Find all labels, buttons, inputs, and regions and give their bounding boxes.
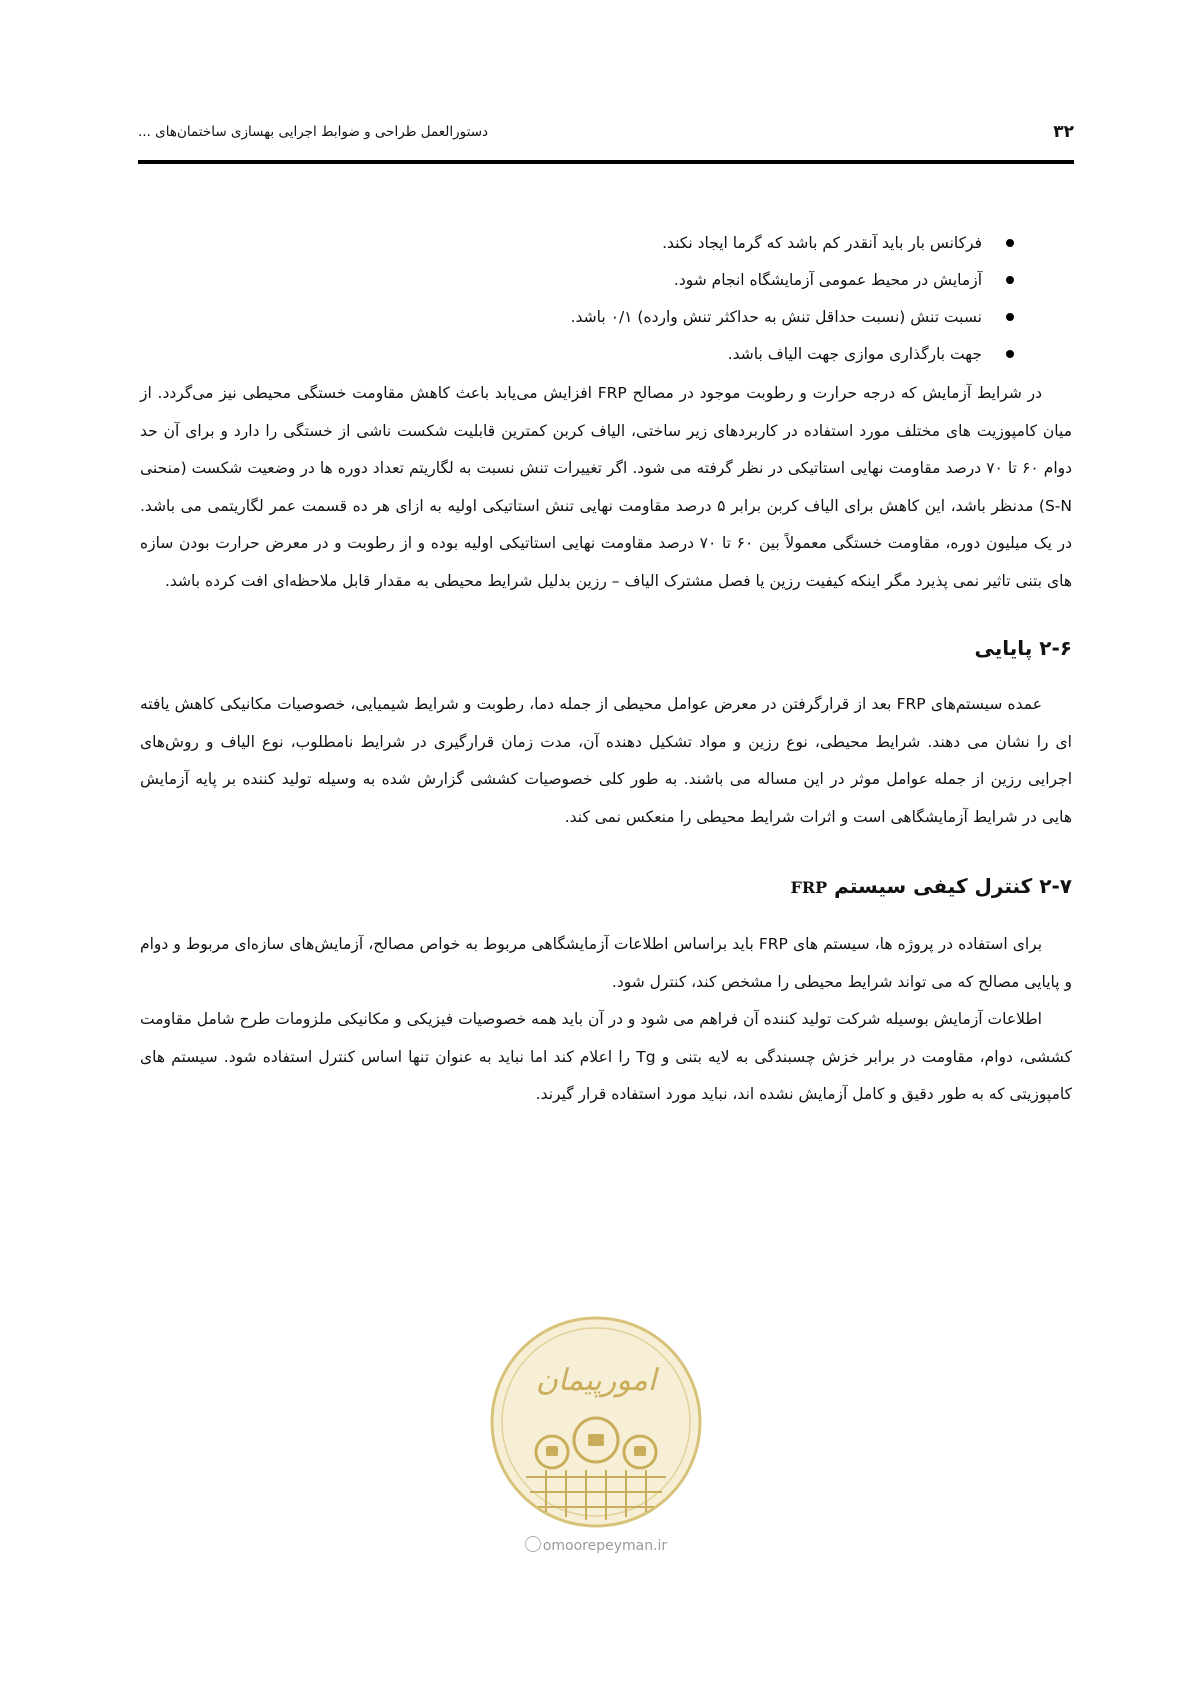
- page-number: ۳۲: [1053, 122, 1074, 142]
- section-title: کنترل کیفی سیستم: [834, 874, 1033, 898]
- logo-emblem-icon: [486, 1312, 706, 1532]
- bullet-icon: [1006, 313, 1014, 321]
- header-rule: [138, 160, 1074, 164]
- section-title-latin: FRP: [790, 878, 828, 897]
- section-heading-quality-control: [140, 866, 1072, 908]
- watermark-logo: [486, 1312, 706, 1532]
- watermark-caption: omoorepeyman.ir: [486, 1536, 706, 1554]
- at-icon: [525, 1536, 541, 1552]
- section-heading-durability: [140, 628, 1072, 668]
- page-content: [140, 225, 1072, 1114]
- bullet-icon: [1006, 350, 1014, 358]
- bullet-list: [140, 225, 1072, 373]
- logo-text: امورپیمان: [535, 1363, 657, 1398]
- list-item: جهت بارگذاری موازی جهت الیاف باشد.: [140, 336, 1072, 373]
- bullet-icon: [1006, 239, 1014, 247]
- section-number: ۲-۶: [1039, 636, 1072, 660]
- list-item: آزمایش در محیط عمومی آزمایشگاه انجام شود.: [140, 262, 1072, 299]
- section-number: ۲-۷: [1039, 874, 1072, 898]
- section-title: پایایی: [974, 636, 1033, 660]
- paragraph-fatigue: در شرایط آزمایش که درجه حرارت و رطوبت موجود در مصالح FRP افزایش می‌یابد باعث کاهش مقاومت خستگی محیطی نیز می‌گردد. از میان کامپوزیت های مختلف مورد استفاده در کاربردهای زیر ساختی، الیاف کربن کمترین قابلیت شکست ناشی از خستگی را دارد و برای آن حد دوام ۶۰ تا ۷۰ درصد مقاومت نهایی استاتیکی در نظر گرفته می شود. اگر تغییرات تنش نسبت به لگاریتم تعداد دوره ها در وضعیت شکست (منحنی S-N) مدنظر باشد، این کاهش برای الیاف کربن برابر ۵ درصد مقاومت نهایی تنش استاتیکی اولیه به ازای هر ده قسمت عمر لگاریتمی می باشد. در یک میلیون دوره، مقاومت خستگی معمولاً بین ۶۰ تا ۷۰ درصد مقاومت نهایی استاتیکی اولیه بوده و از رطوبت و در معرض حرارت بودن سازه های بتنی تاثیر نمی پذیرد مگر اینکه کیفیت رزین یا فصل مشترک الیاف – رزین بدلیل شرایط محیطی به مقدار قابل ملاحظه‌ای افت کرده باشد.: [140, 384, 1073, 590]
- page-header: [138, 122, 1074, 150]
- running-title: دستورالعمل طراحی و ضوابط اجرایی بهسازی ساختمان‌های ...: [138, 124, 489, 140]
- bullet-icon: [1006, 276, 1014, 284]
- list-item: فرکانس بار باید آنقدر کم باشد که گرما ایجاد نکند.: [140, 225, 1072, 262]
- list-item: نسبت تنش (نسبت حداقل تنش به حداکثر تنش وارده) ۰/۱ باشد.: [140, 299, 1072, 336]
- paragraph-qc-intro: برای استفاده در پروژه ها، سیستم های FRP باید براساس اطلاعات آزمایشگاهی مربوط به خواص مصالح، آزمایش‌های سازه‌ای مربوط و دوام و پایایی مصالح که می تواند شرایط محیطی را مشخص کند، کنترل شود.: [140, 935, 1072, 991]
- paragraph-qc-tests: اطلاعات آزمایش بوسیله شرکت تولید کننده آن فراهم می شود و در آن باید همه خصوصیات فیزیکی و مکانیکی ملزومات طرح شامل مقاومت کششی، دوام، مقاومت در برابر خزش چسبندگی به لایه بتنی و Tg را اعلام کند اما نباید به عنوان تنها اساس کنترل استفاده شود. سیستم های کامپوزیتی که به طور دقیق و کامل آزمایش نشده اند، نباید مورد استفاده قرار گیرند.: [140, 1010, 1072, 1103]
- paragraph-durability: عمده سیستم‌های FRP بعد از قرارگرفتن در معرض عوامل محیطی از جمله دما، رطوبت و شرایط شیمیایی، خصوصیات مکانیکی کاهش یافته ای را نشان می دهند. شرایط محیطی، نوع رزین و مواد تشکیل دهنده آن، مدت زمان قرارگیری در شرایط نامطلوب، نوع الیاف و روش‌های اجرایی رزین از جمله عوامل موثر در این مساله می باشند. به طور کلی خصوصیات کششی گزارش شده به وسیله تولید کننده بر پایه آزمایش هایی در شرایط آزمایشگاهی است و اثرات شرایط محیطی را منعکس نمی کند.: [140, 695, 1072, 826]
